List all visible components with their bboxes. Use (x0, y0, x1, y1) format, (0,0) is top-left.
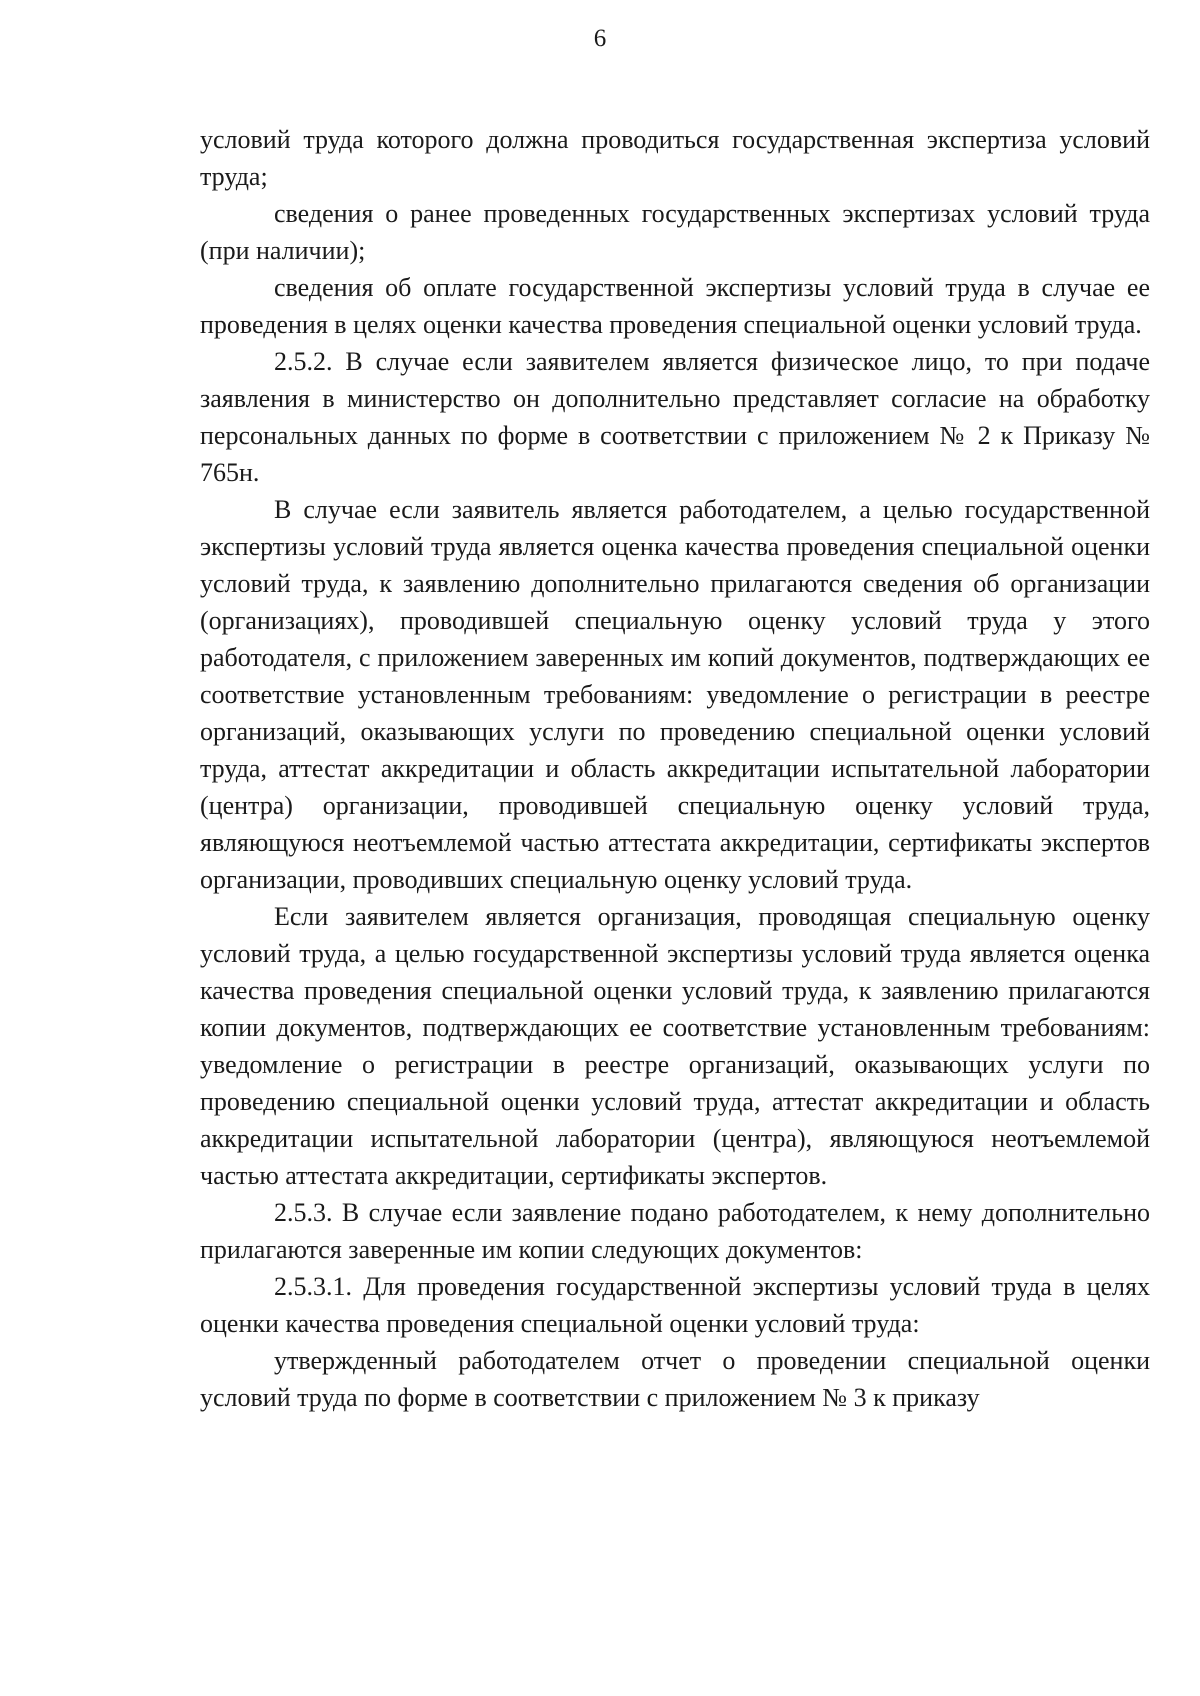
paragraph-organization-case: Если заявителем является организация, проводящая специальную оценку условий труда, а целью государственной экспертизы условий труда является оценка качества проведения специальной оценки условий труда, к заявлению прилагаются копии документов, подтверждающих ее соответствие установленным требованиям: уведомление о регистрации в реестре организаций, оказывающих услуги по проведению специальной оценки условий труда, аттестат аккредитации и область аккредитации испытательной лаборатории (центра), являющуюся неотъемлемой частью аттестата аккредитации, сертификаты экспертов. (200, 902, 1150, 1190)
paragraph-continuation: условий труда которого должна проводиться государственная экспертиза условий труда; (200, 125, 1150, 191)
document-body (200, 121, 1150, 1416)
paragraph-employer-case: В случае если заявитель является работодателем, а целью государственной экспертизы условий труда является оценка качества проведения специальной оценки условий труда, к заявлению дополнительно прилагаются сведения об организации (организациях), проводившей специальную оценку условий труда у этого работодателя, с приложением заверенных им копий документов, подтверждающих ее соответствие установленным требованиям: уведомление о регистрации в реестре организаций, оказывающих услуги по проведению специальной оценки условий труда, аттестат аккредитации и область аккредитации испытательной лаборатории (центра) организации, проводившей специальную оценку условий труда, являющуюся неотъемлемой частью аттестата аккредитации, сертификаты экспертов организации, проводивших специальную оценку условий труда. (200, 495, 1150, 894)
paragraph-prior-expertise: сведения о ранее проведенных государственных экспертизах условий труда (при наличии); (200, 199, 1150, 265)
paragraph-2-5-2: 2.5.2. В случае если заявителем является физическое лицо, то при подаче заявления в министерство он дополнительно представляет согласие на обработку персональных данных по форме в соответствии с приложением № 2 к Приказу № 765н. (200, 347, 1150, 487)
paragraph-report: утвержденный работодателем отчет о проведении специальной оценки условий труда по форме в соответствии с приложением № 3 к приказу (200, 1346, 1150, 1412)
paragraph-2-5-3-1: 2.5.3.1. Для проведения государственной экспертизы условий труда в целях оценки качества проведения специальной оценки условий труда: (200, 1272, 1150, 1338)
paragraph-payment-info: сведения об оплате государственной экспертизы условий труда в случае ее проведения в целях оценки качества проведения специальной оценки условий труда. (200, 273, 1150, 339)
paragraph-2-5-3: 2.5.3. В случае если заявление подано работодателем, к нему дополнительно прилагаются заверенные им копии следующих документов: (200, 1198, 1150, 1264)
page-number: 6 (593, 25, 607, 52)
